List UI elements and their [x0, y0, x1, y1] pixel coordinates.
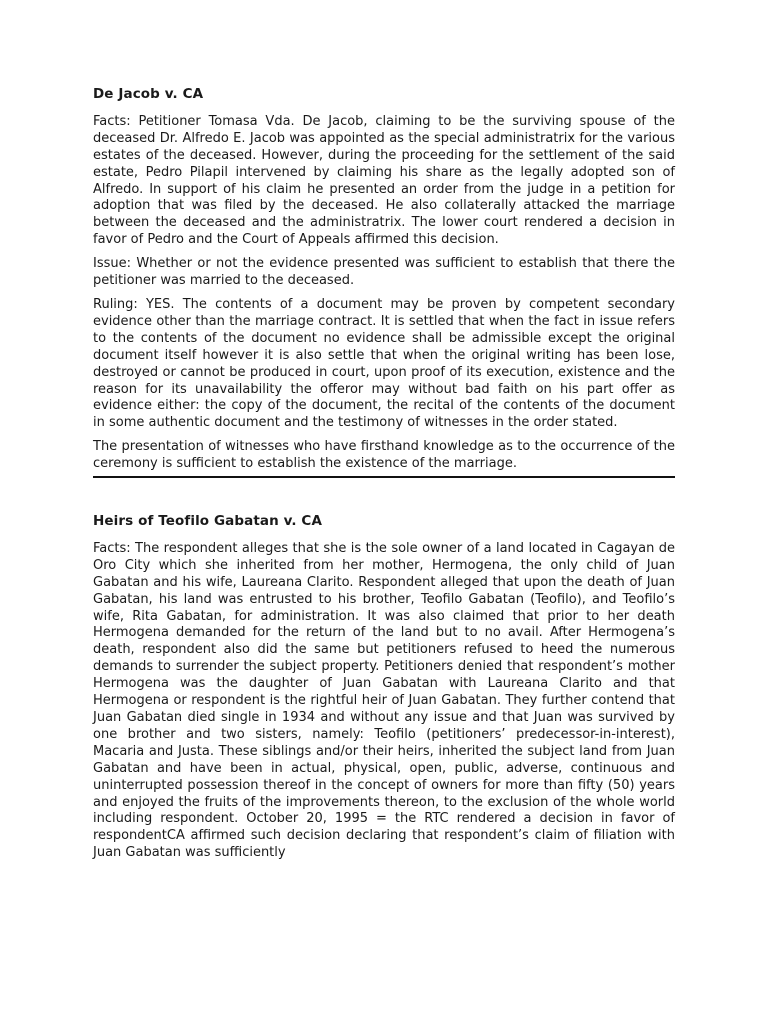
case-title: De Jacob v. CA	[93, 86, 204, 102]
facts-paragraph: Facts: Petitioner Tomasa Vda. De Jacob, claiming to be the surviving spouse of the deceased Dr. Alfredo E. Jacob was appointed as the special administratrix for the various estates of the deceased. However, during the proceeding for the settlement of the said estate, Pedro Pilapil intervened by claiming his share as the legally adopted son of Alfredo. In support of his claim he presented an order from the judge in a petition for adoption that was filed by the deceased. He also collaterally attacked the marriage between the deceased and the administratrix. The lower court rendered a decision in favor of Pedro and the Court of Appeals affirmed this decision.	[93, 113, 675, 248]
issue-paragraph: Issue: Whether or not the evidence presented was sufficient to establish that there the petitioner was married to the deceased.	[93, 256, 675, 289]
facts-paragraph: Facts: The respondent alleges that she is the sole owner of a land located in Cagayan de Oro City which she inherited from her mother, Hermogena, the only child of Juan Gabatan and his wife, Laureana Clarito. Respondent alleged that upon the death of Juan Gabatan, his land was entrusted to his brother, Teofilo Gabatan (Teofilo), and Teofilo’s wife, Rita Gabatan, for administration. It was also claimed that prior to her death Hermogena demanded for the return of the land but to no avail. After Hermogena’s death, respondent also did the same but petitioners refused to heed the numerous demands to surrender the subject property. Petitioners denied that respondent’s mother Hermogena was the daughter of Juan Gabatan with Laureana Clarito and that Hermogena or respondent is the rightful heir of Juan Gabatan. They further contend that Juan Gabatan died single in 1934 and without any issue and that Juan was survived by one brother and two sisters, namely: Teofilo (petitioners’ predecessor-in-interest), Macaria and Justa. These siblings and/or their heirs, inherited the subject land from Juan Gabatan and have been in actual, physical, open, public, adverse, continuous and uninterrupted possession thereof in the concept of owners for more than fifty (50) years and enjoyed the fruits of the improvements thereon, to the exclusion of the whole world including respondent. October 20, 1995 = the RTC rendered a decision in favor of respondentCA affirmed such decision declaring that respondent’s claim of filiation with Juan Gabatan was sufficiently	[93, 540, 675, 861]
case-title: Heirs of Teofilo Gabatan v. CA	[93, 513, 322, 530]
section-gap	[93, 478, 675, 513]
conclusion-paragraph: The presentation of witnesses who have firsthand knowledge as to the occurrence of the ceremony is sufficient to establish the existence of the marriage.	[93, 439, 675, 472]
case-de-jacob	[93, 86, 675, 478]
document-page	[93, 86, 675, 869]
ruling-paragraph: Ruling: YES. The contents of a document may be proven by competent secondary evidence other than the marriage contract. It is settled that when the fact in issue refers to the contents of the document no evidence shall be admissible except the original document itself however it is also settle that when the original writing has been lose, destroyed or cannot be produced in court, upon proof of its execution, existence and the reason for its unavailability the offeror may without bad faith on his part offer as evidence either: the copy of the document, the recital of the contents of the document in some authentic document and the testimony of witnesses in the order stated.	[93, 296, 675, 431]
case-heirs-of-teofilo-gabatan	[93, 513, 675, 862]
